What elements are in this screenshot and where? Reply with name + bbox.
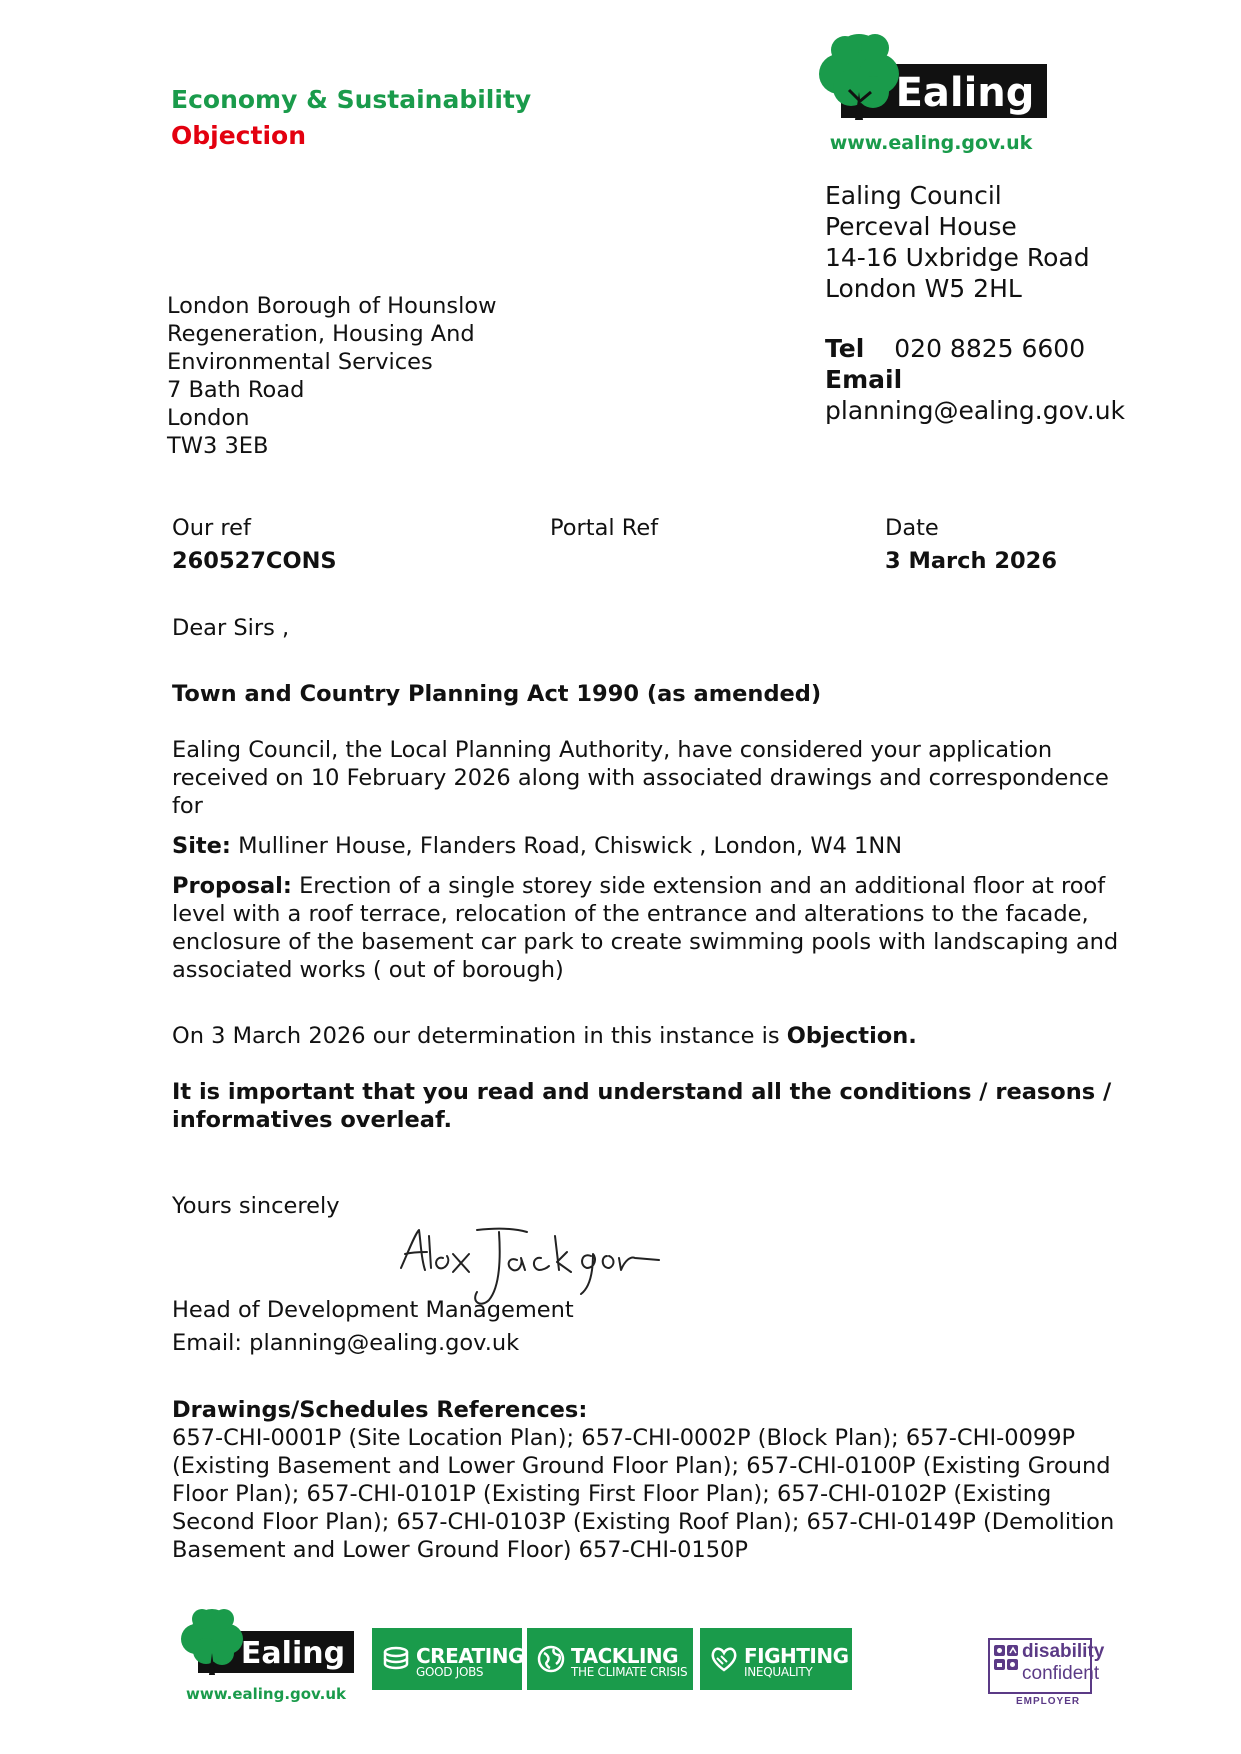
badge-title: CREATING bbox=[416, 1644, 524, 1668]
proposal-value: Erection of a single storey side extension and an additional floor at roof level with a roof terrace, relocation of the entrance and alterations to the facade, enclosure of the basement car park to create swimming pools with landscaping and associated works ( out of borough) bbox=[172, 873, 1119, 983]
logo-word: Ealing bbox=[895, 70, 1035, 116]
site-label: Site: bbox=[172, 833, 231, 859]
footer-ealing-logo bbox=[178, 1605, 354, 1705]
proposal-label: Proposal: bbox=[172, 873, 292, 899]
recipient-line: London Borough of Hounslow bbox=[167, 293, 497, 319]
footer-logo-url: www.ealing.gov.uk bbox=[186, 1685, 346, 1703]
site-value: Mulliner House, Flanders Road, Chiswick , London, W4 1NN bbox=[238, 833, 903, 859]
badge-subtitle: THE CLIMATE CRISIS bbox=[571, 1665, 688, 1679]
our-ref bbox=[172, 512, 337, 578]
council-contact bbox=[825, 333, 1125, 426]
badge-subtitle: INEQUALITY bbox=[744, 1665, 813, 1679]
council-address bbox=[825, 180, 1090, 304]
heart-hands-icon bbox=[709, 1644, 739, 1674]
recipient-line: Environmental Services bbox=[167, 349, 433, 375]
email-label: Email bbox=[825, 365, 903, 394]
decision-type: Objection bbox=[171, 121, 306, 150]
our-ref-label: Our ref bbox=[172, 515, 251, 541]
ealing-tree-logo-icon bbox=[815, 30, 1047, 130]
badge-tackling-climate-crisis bbox=[527, 1628, 693, 1690]
determination-line bbox=[172, 1022, 1132, 1050]
recipient-line: 7 Bath Road bbox=[167, 377, 305, 403]
recipient-line: TW3 3EB bbox=[167, 433, 269, 459]
signatory-title: Head of Development Management bbox=[172, 1297, 574, 1323]
tel-label: Tel bbox=[825, 334, 865, 363]
badge-creating-good-jobs bbox=[372, 1628, 522, 1690]
disability-confident-badge bbox=[988, 1638, 1105, 1708]
recipient-line: Regeneration, Housing And bbox=[167, 321, 475, 347]
badge-title: TACKLING bbox=[571, 1644, 679, 1668]
proposal-paragraph bbox=[172, 872, 1132, 984]
employer-text: EMPLOYER bbox=[1016, 1696, 1081, 1707]
disability-confident-icon bbox=[994, 1645, 1020, 1685]
drawings-heading: Drawings/Schedules References: bbox=[172, 1397, 588, 1423]
important-notice: It is important that you read and understand all the conditions / reasons / informatives overleaf. bbox=[172, 1079, 1112, 1133]
determination-prefix: On 3 March 2026 our determination in this instance is bbox=[172, 1023, 780, 1049]
site-line bbox=[172, 832, 1132, 860]
date-label: Date bbox=[885, 515, 939, 541]
letter-date bbox=[885, 512, 1057, 578]
council-address-line: Ealing Council bbox=[825, 181, 1002, 210]
department-name: Economy & Sustainability bbox=[171, 85, 532, 114]
council-address-line: 14-16 Uxbridge Road bbox=[825, 243, 1090, 272]
department-header bbox=[171, 82, 531, 154]
confident-text: confident bbox=[1022, 1663, 1100, 1684]
our-ref-value: 260527CONS bbox=[172, 548, 337, 574]
coins-icon bbox=[381, 1644, 411, 1674]
act-heading: Town and Country Planning Act 1990 (as amended) bbox=[172, 681, 822, 707]
council-address-line: London W5 2HL bbox=[825, 274, 1022, 303]
recipient-address bbox=[167, 292, 497, 460]
badge-subtitle: GOOD JOBS bbox=[416, 1665, 484, 1679]
salutation: Dear Sirs , bbox=[172, 615, 290, 641]
footer-ealing-tree-logo-icon bbox=[178, 1605, 354, 1683]
intro-paragraph: Ealing Council, the Local Planning Authority, have considered your application received on 10 February 2026 along with associated drawings and correspondence for bbox=[172, 737, 1109, 819]
closing: Yours sincerely bbox=[172, 1193, 340, 1219]
logo-url: www.ealing.gov.uk bbox=[829, 132, 1033, 154]
determination-value: Objection. bbox=[786, 1023, 917, 1049]
ealing-logo bbox=[815, 30, 1047, 158]
drawings-list: 657-CHI-0001P (Site Location Plan); 657-CHI-0002P (Block Plan); 657-CHI-0099P (Existing Basement and Lower Ground Floor Plan); 657-CHI-0100P (Existing Ground Floor Plan); 657-CHI-0101P (Existing First Floor Plan); 657-CHI-0102P (Existing Second Floor Plan); 657-CHI-0103P (Existing Roof Plan); 657-CHI-0149P (Demolition Basement and Lower Ground Floor) 657-CHI-0150P bbox=[172, 1425, 1115, 1563]
badge-fighting-inequality bbox=[700, 1628, 852, 1690]
signatory-email: Email: planning@ealing.gov.uk bbox=[172, 1330, 520, 1356]
badge-title: FIGHTING bbox=[744, 1644, 849, 1668]
recipient-line: London bbox=[167, 405, 250, 431]
globe-icon bbox=[536, 1644, 566, 1674]
council-address-line: Perceval House bbox=[825, 212, 1017, 241]
portal-ref bbox=[550, 512, 658, 545]
date-value: 3 March 2026 bbox=[885, 548, 1057, 574]
portal-ref-label: Portal Ref bbox=[550, 515, 659, 541]
footer-logo-word: Ealing bbox=[240, 1636, 346, 1671]
council-email: planning@ealing.gov.uk bbox=[825, 396, 1126, 425]
disability-text: disability bbox=[1022, 1641, 1105, 1662]
tel-number: 020 8825 6600 bbox=[894, 334, 1086, 363]
